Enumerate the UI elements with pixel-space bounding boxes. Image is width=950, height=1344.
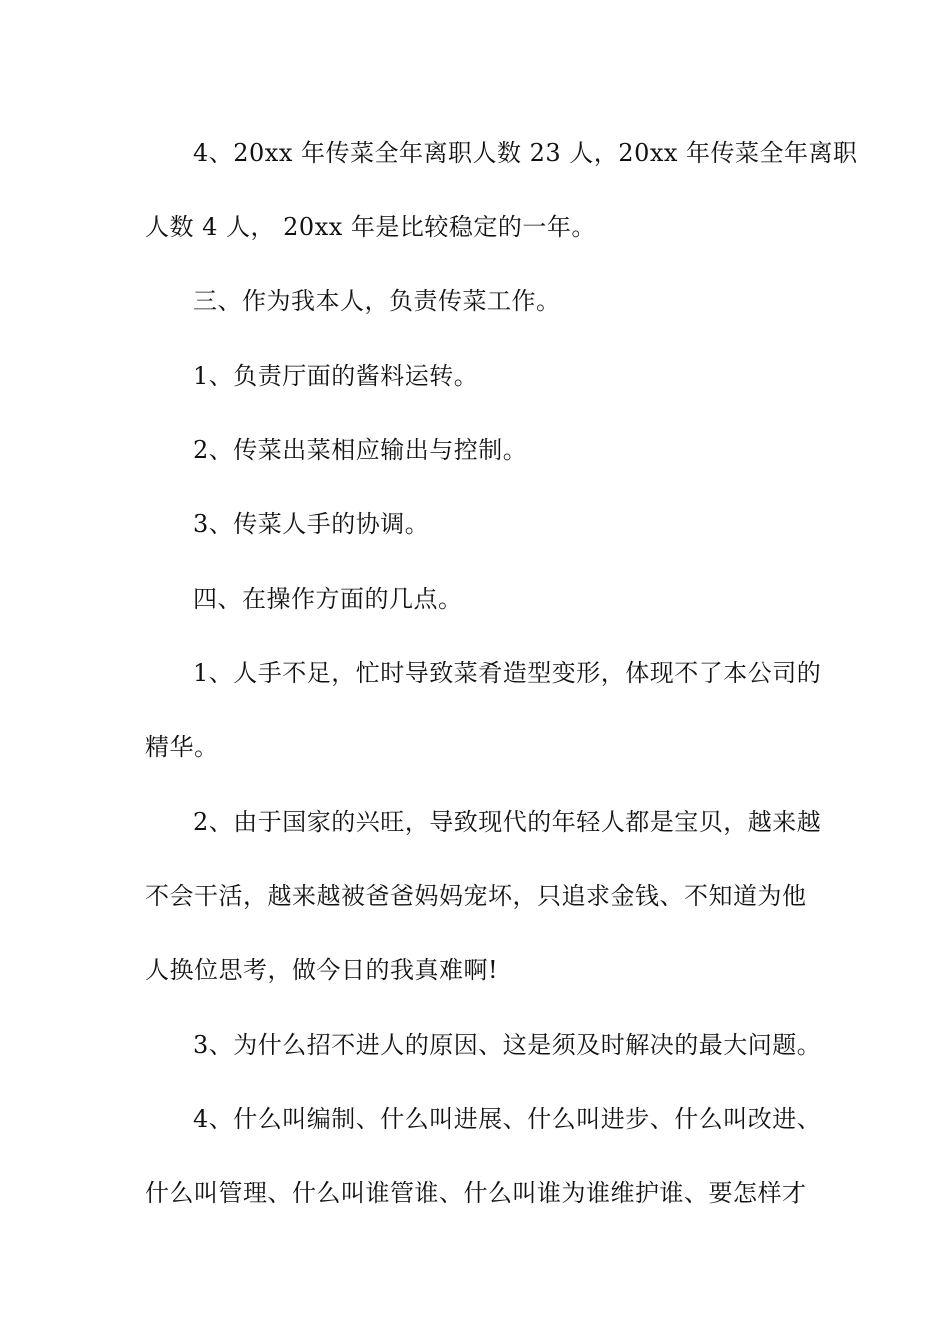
paragraph-line: 3、为什么招不进人的原因、这是须及时解决的最大问题。 — [193, 1031, 822, 1059]
paragraph-line: 1、负责厅面的酱料运转。 — [193, 362, 479, 390]
paragraph-line: 4、什么叫编制、什么叫进展、什么叫进步、什么叫改进、 — [193, 1105, 822, 1133]
paragraph-line: 2、传菜出菜相应输出与控制。 — [193, 436, 528, 464]
section-heading: 四、在操作方面的几点。 — [193, 585, 463, 613]
paragraph-line: 2、由于国家的兴旺，导致现代的年轻人都是宝贝，越来越 — [193, 808, 822, 836]
paragraph-line: 4、20xx 年传菜全年离职人数 23 人，20xx 年传菜全年离职 — [193, 139, 858, 167]
paragraph-line: 什么叫管理、什么叫谁管谁、什么叫谁为谁维护谁、要怎样才 — [145, 1179, 807, 1207]
paragraph-line: 人换位思考，做今日的我真难啊! — [145, 956, 499, 984]
paragraph-line: 3、传菜人手的协调。 — [193, 510, 430, 538]
section-heading: 三、作为我本人，负责传菜工作。 — [193, 287, 561, 315]
paragraph-line: 人数 4 人， 20xx 年是比较稳定的一年。 — [145, 213, 596, 241]
paragraph-line: 不会干活，越来越被爸爸妈妈宠坏，只追求金钱、不知道为他 — [145, 882, 807, 910]
paragraph-line: 1、人手不足，忙时导致菜肴造型变形，体现不了本公司的 — [193, 659, 822, 687]
paragraph-line: 精华。 — [145, 733, 219, 761]
